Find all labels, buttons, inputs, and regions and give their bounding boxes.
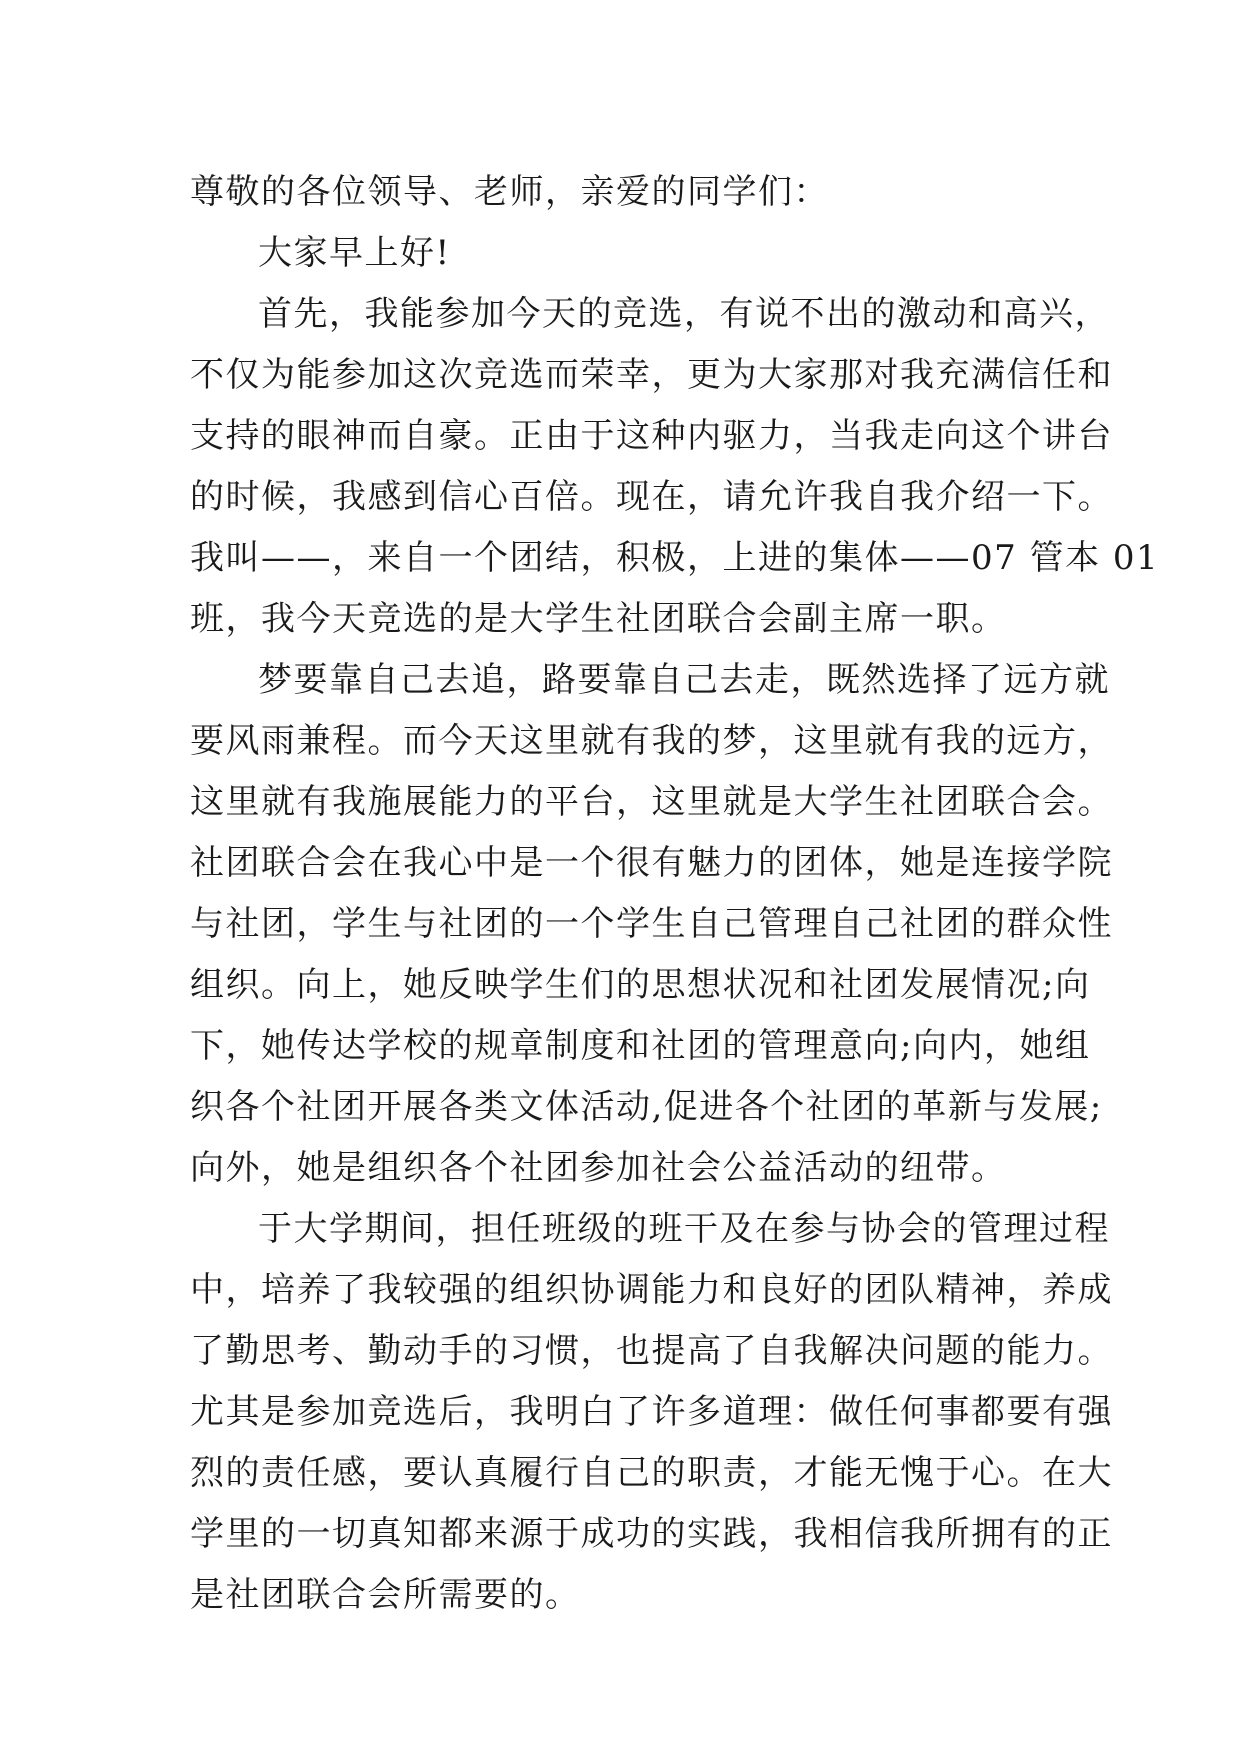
salutation-line: 尊敬的各位领导、老师，亲爱的同学们：: [190, 172, 829, 212]
paragraph-1-line-5: 我叫——，来自一个团结，积极，上进的集体——07 管本 01: [190, 538, 1160, 578]
paragraph-2-line-1: 梦要靠自己去追，路要靠自己去走，既然选择了远方就: [258, 660, 1110, 700]
greeting-line: 大家早上好!: [258, 233, 451, 273]
paragraph-2-line-3: 这里就有我施展能力的平台，这里就是大学生社团联合会。: [190, 782, 1113, 822]
paragraph-1-line-6: 班，我今天竞选的是大学生社团联合会副主席一职。: [190, 599, 1007, 639]
paragraph-2-line-9: 向外，她是组织各个社团参加社会公益活动的纽带。: [190, 1148, 1007, 1188]
paragraph-2-line-2: 要风雨兼程。而今天这里就有我的梦，这里就有我的远方，: [190, 721, 1113, 761]
paragraph-2-line-5: 与社团，学生与社团的一个学生自己管理自己社团的群众性: [190, 904, 1113, 944]
paragraph-3-line-6: 学里的一切真知都来源于成功的实践，我相信我所拥有的正: [190, 1514, 1113, 1554]
paragraph-1-line-1: 首先，我能参加今天的竞选，有说不出的激动和高兴，: [258, 294, 1110, 334]
paragraph-3-line-5: 烈的责任感，要认真履行自己的职责，才能无愧于心。在大: [190, 1453, 1113, 1493]
paragraph-2-line-4: 社团联合会在我心中是一个很有魅力的团体，她是连接学院: [190, 843, 1113, 883]
paragraph-1-line-2: 不仅为能参加这次竞选而荣幸，更为大家那对我充满信任和: [190, 355, 1113, 395]
paragraph-3-line-3: 了勤思考、勤动手的习惯，也提高了自我解决问题的能力。: [190, 1331, 1113, 1371]
paragraph-3-line-7: 是社团联合会所需要的。: [190, 1575, 581, 1615]
paragraph-1-line-4: 的时候，我感到信心百倍。现在，请允许我自我介绍一下。: [190, 477, 1113, 517]
paragraph-2-line-8: 织各个社团开展各类文体活动,促进各个社团的革新与发展;: [190, 1087, 1103, 1127]
paragraph-1-line-3: 支持的眼神而自豪。正由于这种内驱力，当我走向这个讲台: [190, 416, 1113, 456]
paragraph-3-line-2: 中，培养了我较强的组织协调能力和良好的团队精神，养成: [190, 1270, 1113, 1310]
paragraph-3-line-4: 尤其是参加竞选后，我明白了许多道理：做任何事都要有强: [190, 1392, 1113, 1432]
paragraph-3-line-1: 于大学期间，担任班级的班干及在参与协会的管理过程: [258, 1209, 1110, 1249]
paragraph-2-line-6: 组织。向上，她反映学生们的思想状况和社团发展情况;向: [190, 965, 1091, 1005]
paragraph-2-line-7: 下，她传达学校的规章制度和社团的管理意向;向内，她组: [190, 1026, 1091, 1066]
speech-text: [190, 162, 1160, 1626]
